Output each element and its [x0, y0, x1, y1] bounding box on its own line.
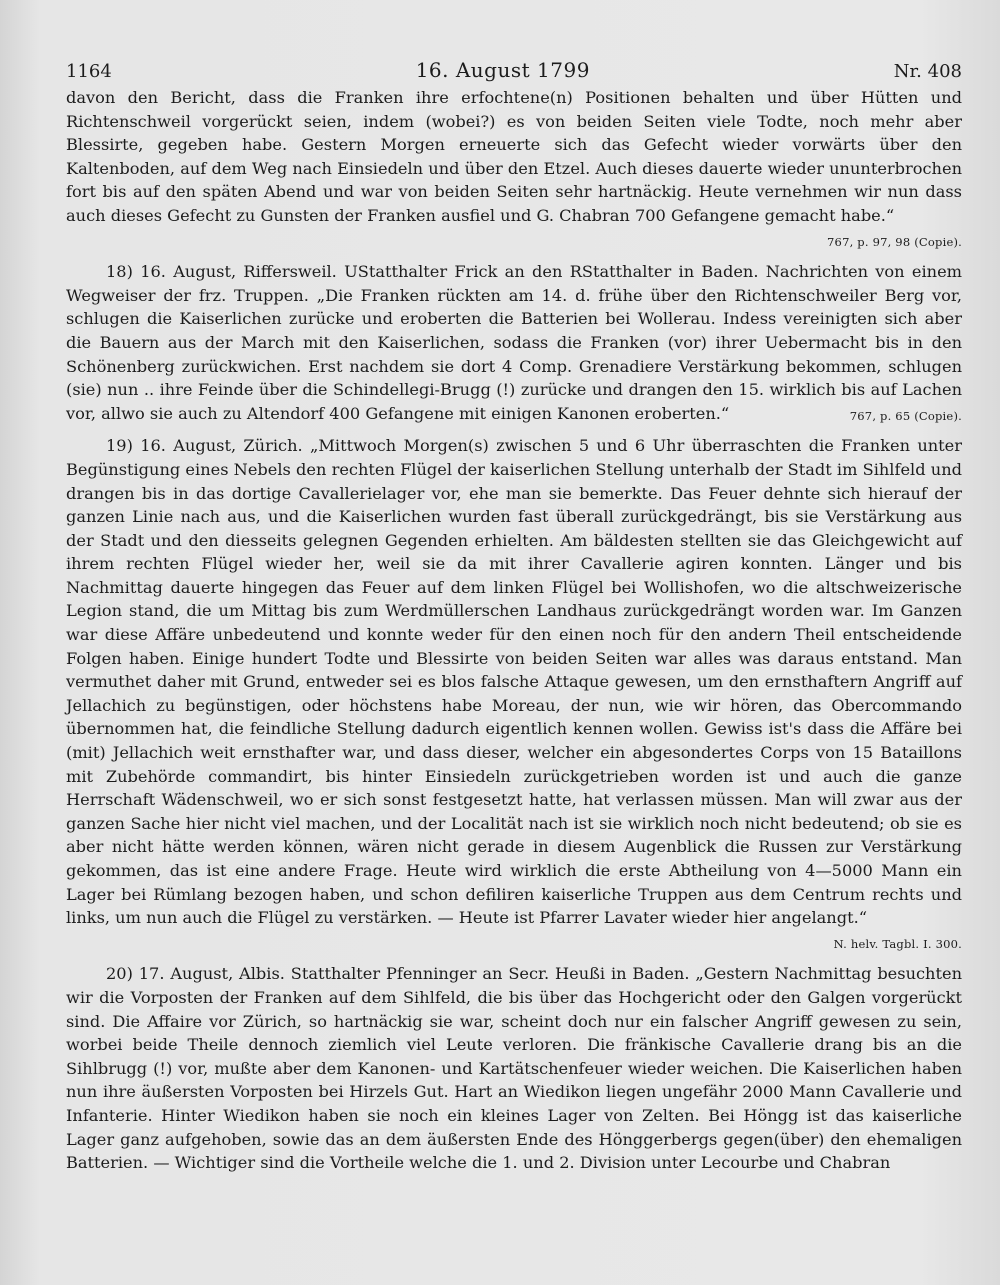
document-number: Nr. 408 — [893, 61, 962, 82]
paragraph-entry-19 — [66, 434, 962, 951]
paragraph-entry-18 — [66, 260, 962, 425]
page-number: 1164 — [66, 61, 112, 82]
paragraph-entry-20 — [66, 962, 962, 1174]
header-date: 16. August 1799 — [415, 58, 590, 82]
paragraph-text: 19) 16. August, Zürich. „Mittwoch Morgen(s) zwischen 5 und 6 Uhr überraschten die Franken unter Begünstigung eines Nebels den rechten Flügel der kaiserlichen Stellung unterhalb der Stadt im Sihlfeld und drangen bis in das dortige Cavallerielager vor, ehe man sie bemerkte. Das Feuer dehnte sich hierauf der ganzen Linie nach aus, und die Kaiserlichen wurden fast überall zurückgedrängt, bis sie Verstärkung aus der Stadt und den diesseits gelegnen Gegenden erhielten. Am bäldesten stellten sie das Gleichgewicht auf ihrem rechten Flügel wieder her, weil sie da mit ihrer Cavallerie agiren konnten. Länger und bis Nachmittag dauerte hingegen das Feuer auf dem linken Flügel bei Wollishofen, wo die altschweizerische Legion stand, die um Mittag bis zum Werdmüllerschen Landhaus zurückgedrängt worden war. Im Ganzen war diese Affäre unbedeutend und konnte weder für den einen noch für den andern Theil entscheidende Folgen haben. Einige hundert Todte und Blessirte von beiden Seiten war alles was daraus entstand. Man vermuthet daher mit Grund, entweder sei es blos falsche Attaque gewesen, um den ernsthaftern Angriff auf Jellachich zu begünstigen, oder höchstens habe Moreau, der nun, wie wir hören, das Obercommando übernommen hat, die feindliche Stellung dadurch eigentlich kennen wollen. Gewiss ist's dass die Affäre bei (mit) Jellachich weit ernsthafter war, und dass dieser, welcher ein abgesondertes Corps von 15 Bataillons mit Zubehörde commandirt, bis hinter Einsiedeln zurückgetrieben worden ist und auch die ganze Herrschaft Wädenschweil, wo er sich sonst festgesetzt hatte, hat verlassen müssen. Man will zwar aus der ganzen Sache hier nicht viel machen, und der Localität nach ist sie wirklich noch nicht bedeutend; ob sie es aber nicht hätte werden können, wären nicht gerade in diesem Augenblick die Russen zur Verstärkung gekommen, das ist eine andere Frage. Heute wird wirklich die erste Abtheilung von 4—5000 Mann ein Lager bei Rümlang bezogen haben, und schon defiliren kaiserliche Truppen aus dem Centrum rechts und links, um nun auch die Flügel zu verstärken. — Heute ist Pfarrer Lavater wieder hier angelangt.“ — [66, 436, 962, 928]
source-citation: 767, p. 97, 98 (Copie). — [827, 234, 962, 249]
paragraph-text: 20) 17. August, Albis. Statthalter Pfenninger an Secr. Heußi in Baden. „Gestern Nachmittag besuchten wir die Vorposten der Franken auf dem Sihlfeld, die bis über das Hochgericht oder den Galgen vorgerückt sind. Die Affaire vor Zürich, so hartnäckig sie war, scheint doch nur ein falscher Angriff gewesen zu sein, worbei beide Theile dennoch ziemlich viel Leute verloren. Die fränkische Cavallerie drang bis an die Sihlbrugg (!) vor, mußte aber dem Kanonen- und Kartätschenfeuer wieder weichen. Die Kaiserlichen haben nun ihre äußersten Vorposten bei Hirzels Gut. Hart an Wiedikon liegen ungefähr 2000 Mann Cavallerie und Infanterie. Hinter Wiedikon haben sie noch ein kleines Lager von Zelten. Bei Höngg ist das kaiserliche Lager ganz aufgehoben, sowie das an dem äußersten Ende des Hönggerbergs gegen(über) den ehemaligen Batterien. — Wichtiger sind die Vortheile welche die 1. und 2. Division unter Lecourbe und Chabran — [66, 964, 962, 1173]
source-citation: 767, p. 65 (Copie). — [849, 408, 962, 423]
paragraph-continuation — [66, 86, 962, 249]
paragraph-text: davon den Bericht, dass die Franken ihre erfochtene(n) Positionen behalten und über Hütten und Richtenschweil vorgerückt seien, indem (wobei?) es von beiden Seiten viele Todte, noch mehr aber Blessirte, gegeben habe. Gestern Morgen erneuerte sich das Gefecht wieder vorwärts über den Kaltenboden, auf dem Weg nach Einsiedeln und über den Etzel. Auch dieses dauerte wieder ununterbrochen fort bis auf den späten Abend und war von beiden Seiten sehr hartnäckig. Heute vernehmen wir nun dass auch dieses Gefecht zu Gunsten der Franken ausfiel und G. Chabran 700 Gefangene gemacht habe.“ — [66, 88, 962, 225]
paragraph-text: 18) 16. August, Riffersweil. UStatthalter Frick an den RStatthalter in Baden. Nachrichten von einem Wegweiser der frz. Truppen. „Die Franken rückten am 14. d. frühe über den Richtenschweiler Berg vor, schlugen die Kaiserlichen zurücke und eroberten die Batterien bei Wollerau. Indess vereinigten sich aber die Bauern aus der March mit den Kaiserlichen, sodass die Franken (vor) ihrer Uebermacht bis in den Schönenberg zurückwichen. Erst nachdem sie dort 4 Comp. Grenadiere Verstärkung bekommen, schlugen (sie) nun .. ihre Feinde über die Schindellegi-Brugg (!) zurücke und drangen den 15. wirklich bis auf Lachen vor, allwo sie auch zu Altendorf 400 Gefangene mit einigen Kanonen eroberten.“ — [66, 262, 962, 423]
body-text — [66, 86, 962, 1175]
source-citation: N. helv. Tagbl. I. 300. — [833, 936, 962, 951]
page-header — [66, 58, 962, 82]
